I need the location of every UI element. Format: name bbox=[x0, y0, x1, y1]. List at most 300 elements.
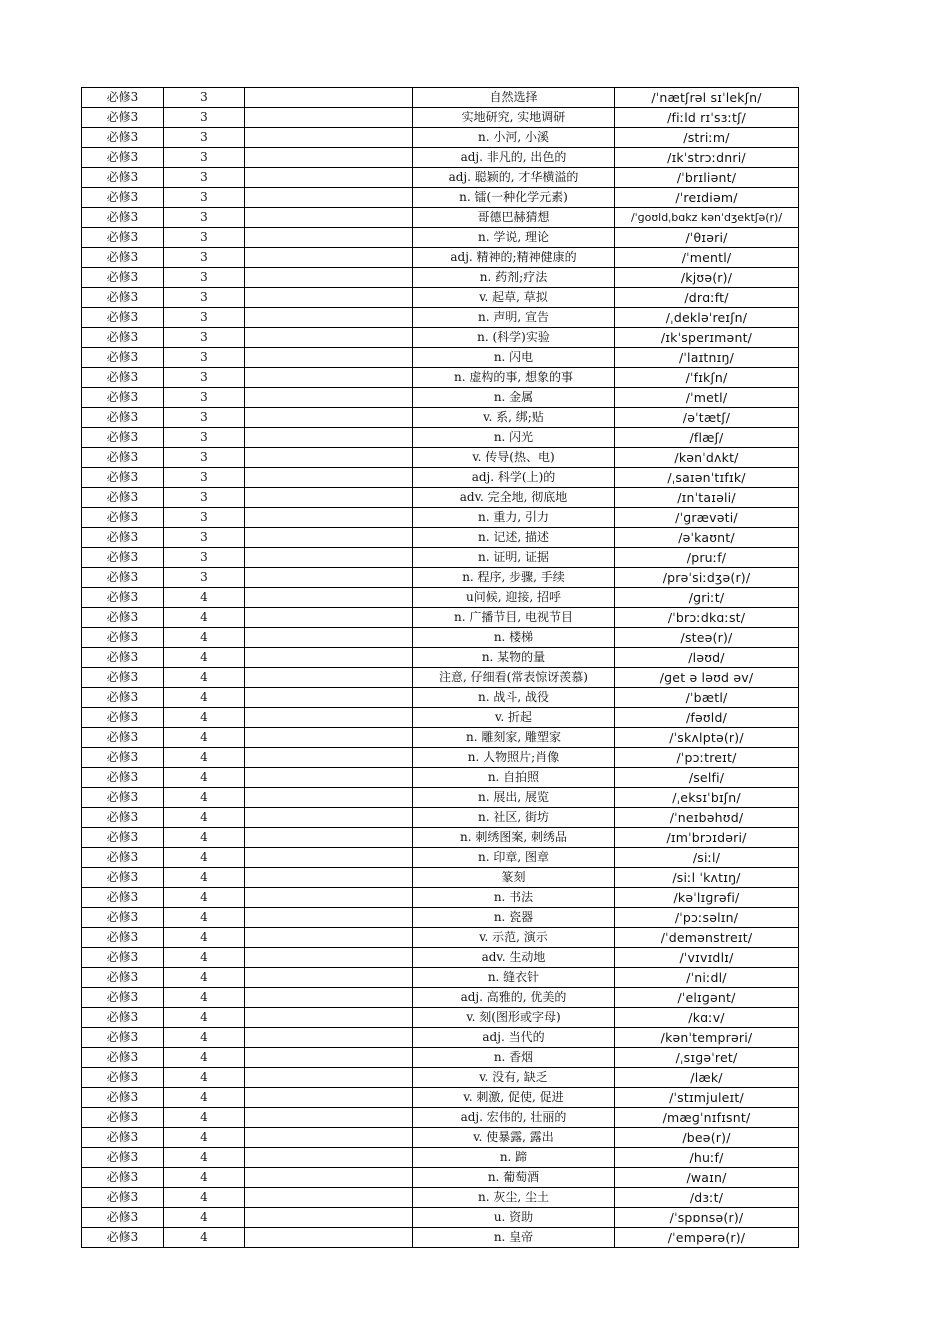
meaning-cell: v. 系, 绑;贴 bbox=[413, 408, 615, 428]
book-cell: 必修3 bbox=[82, 428, 164, 448]
table-row bbox=[82, 828, 799, 848]
word-cell bbox=[245, 148, 413, 168]
table-row bbox=[82, 988, 799, 1008]
book-cell: 必修3 bbox=[82, 1068, 164, 1088]
phonetic-cell: /ˈnætʃrəl sɪˈlekʃn/ bbox=[615, 88, 799, 108]
phonetic-cell: /ˈpɔːsəlɪn/ bbox=[615, 908, 799, 928]
meaning-cell: n. 蹄 bbox=[413, 1148, 615, 1168]
word-cell bbox=[245, 248, 413, 268]
meaning-cell: n. 战斗, 战役 bbox=[413, 688, 615, 708]
unit-cell: 4 bbox=[164, 868, 245, 888]
phonetic-cell: /fəʊld/ bbox=[615, 708, 799, 728]
unit-cell: 3 bbox=[164, 248, 245, 268]
meaning-cell: n. 声明, 宣告 bbox=[413, 308, 615, 328]
word-cell bbox=[245, 948, 413, 968]
meaning-cell: n. 社区, 街坊 bbox=[413, 808, 615, 828]
book-cell: 必修3 bbox=[82, 928, 164, 948]
word-cell bbox=[245, 208, 413, 228]
book-cell: 必修3 bbox=[82, 1108, 164, 1128]
phonetic-cell: /ɪmˈbrɔɪdəri/ bbox=[615, 828, 799, 848]
book-cell: 必修3 bbox=[82, 1208, 164, 1228]
table-row bbox=[82, 1048, 799, 1068]
word-cell bbox=[245, 928, 413, 948]
meaning-cell: n. 药剂;疗法 bbox=[413, 268, 615, 288]
meaning-cell: n. 金属 bbox=[413, 388, 615, 408]
book-cell: 必修3 bbox=[82, 768, 164, 788]
unit-cell: 4 bbox=[164, 1008, 245, 1028]
book-cell: 必修3 bbox=[82, 88, 164, 108]
meaning-cell: adj. 宏伟的, 壮丽的 bbox=[413, 1108, 615, 1128]
word-cell bbox=[245, 368, 413, 388]
word-cell bbox=[245, 188, 413, 208]
book-cell: 必修3 bbox=[82, 348, 164, 368]
word-cell bbox=[245, 708, 413, 728]
table-row bbox=[82, 328, 799, 348]
word-cell bbox=[245, 448, 413, 468]
book-cell: 必修3 bbox=[82, 588, 164, 608]
book-cell: 必修3 bbox=[82, 628, 164, 648]
phonetic-cell: /ɡriːt/ bbox=[615, 588, 799, 608]
phonetic-cell: /ˈvɪvɪdlɪ/ bbox=[615, 948, 799, 968]
book-cell: 必修3 bbox=[82, 1048, 164, 1068]
book-cell: 必修3 bbox=[82, 608, 164, 628]
unit-cell: 3 bbox=[164, 488, 245, 508]
unit-cell: 3 bbox=[164, 568, 245, 588]
table-row bbox=[82, 1228, 799, 1248]
phonetic-cell: /ˈθɪəri/ bbox=[615, 228, 799, 248]
unit-cell: 3 bbox=[164, 468, 245, 488]
meaning-cell: n. 镭(一种化学元素) bbox=[413, 188, 615, 208]
table-row bbox=[82, 1148, 799, 1168]
book-cell: 必修3 bbox=[82, 1088, 164, 1108]
meaning-cell: u. 资助 bbox=[413, 1208, 615, 1228]
unit-cell: 3 bbox=[164, 328, 245, 348]
word-cell bbox=[245, 468, 413, 488]
phonetic-cell: /læk/ bbox=[615, 1068, 799, 1088]
book-cell: 必修3 bbox=[82, 368, 164, 388]
word-cell bbox=[245, 1148, 413, 1168]
unit-cell: 4 bbox=[164, 1168, 245, 1188]
phonetic-cell: /drɑːft/ bbox=[615, 288, 799, 308]
unit-cell: 4 bbox=[164, 988, 245, 1008]
table-row bbox=[82, 1028, 799, 1048]
table-row bbox=[82, 1008, 799, 1028]
phonetic-cell: /beə(r)/ bbox=[615, 1128, 799, 1148]
meaning-cell: adj. 科学(上)的 bbox=[413, 468, 615, 488]
word-cell bbox=[245, 968, 413, 988]
table-row bbox=[82, 888, 799, 908]
book-cell: 必修3 bbox=[82, 988, 164, 1008]
word-cell bbox=[245, 288, 413, 308]
table-row bbox=[82, 868, 799, 888]
meaning-cell: v. 使暴露, 露出 bbox=[413, 1128, 615, 1148]
unit-cell: 4 bbox=[164, 628, 245, 648]
unit-cell: 4 bbox=[164, 728, 245, 748]
meaning-cell: n. 记述, 描述 bbox=[413, 528, 615, 548]
unit-cell: 3 bbox=[164, 448, 245, 468]
meaning-cell: n. 广播节目, 电视节目 bbox=[413, 608, 615, 628]
meaning-cell: 篆刻 bbox=[413, 868, 615, 888]
phonetic-cell: /əˈtætʃ/ bbox=[615, 408, 799, 428]
table-row bbox=[82, 1108, 799, 1128]
vocabulary-table-body bbox=[82, 88, 799, 1248]
table-row bbox=[82, 128, 799, 148]
meaning-cell: n. 楼梯 bbox=[413, 628, 615, 648]
unit-cell: 3 bbox=[164, 88, 245, 108]
word-cell bbox=[245, 268, 413, 288]
phonetic-cell: /waɪn/ bbox=[615, 1168, 799, 1188]
unit-cell: 3 bbox=[164, 108, 245, 128]
phonetic-cell: /selfi/ bbox=[615, 768, 799, 788]
table-row bbox=[82, 788, 799, 808]
word-cell bbox=[245, 128, 413, 148]
book-cell: 必修3 bbox=[82, 968, 164, 988]
meaning-cell: 哥德巴赫猜想 bbox=[413, 208, 615, 228]
word-cell bbox=[245, 668, 413, 688]
meaning-cell: v. 折起 bbox=[413, 708, 615, 728]
meaning-cell: v. 传导(热、电) bbox=[413, 448, 615, 468]
book-cell: 必修3 bbox=[82, 248, 164, 268]
word-cell bbox=[245, 808, 413, 828]
table-row bbox=[82, 708, 799, 728]
table-row bbox=[82, 668, 799, 688]
table-row bbox=[82, 928, 799, 948]
unit-cell: 4 bbox=[164, 928, 245, 948]
meaning-cell: n. 香烟 bbox=[413, 1048, 615, 1068]
meaning-cell: u问候, 迎接, 招呼 bbox=[413, 588, 615, 608]
unit-cell: 4 bbox=[164, 968, 245, 988]
unit-cell: 4 bbox=[164, 908, 245, 928]
phonetic-cell: /flæʃ/ bbox=[615, 428, 799, 448]
book-cell: 必修3 bbox=[82, 828, 164, 848]
word-cell bbox=[245, 1028, 413, 1048]
table-row bbox=[82, 348, 799, 368]
book-cell: 必修3 bbox=[82, 728, 164, 748]
unit-cell: 4 bbox=[164, 608, 245, 628]
meaning-cell: n. 皇帝 bbox=[413, 1228, 615, 1248]
unit-cell: 3 bbox=[164, 508, 245, 528]
word-cell bbox=[245, 348, 413, 368]
table-row bbox=[82, 968, 799, 988]
word-cell bbox=[245, 1088, 413, 1108]
word-cell bbox=[245, 868, 413, 888]
table-row bbox=[82, 808, 799, 828]
word-cell bbox=[245, 488, 413, 508]
meaning-cell: adj. 精神的;精神健康的 bbox=[413, 248, 615, 268]
book-cell: 必修3 bbox=[82, 108, 164, 128]
word-cell bbox=[245, 1048, 413, 1068]
meaning-cell: n. 闪光 bbox=[413, 428, 615, 448]
table-row bbox=[82, 308, 799, 328]
unit-cell: 4 bbox=[164, 1148, 245, 1168]
book-cell: 必修3 bbox=[82, 148, 164, 168]
word-cell bbox=[245, 588, 413, 608]
meaning-cell: v. 没有, 缺乏 bbox=[413, 1068, 615, 1088]
book-cell: 必修3 bbox=[82, 308, 164, 328]
phonetic-cell: /ˈbrɪliənt/ bbox=[615, 168, 799, 188]
word-cell bbox=[245, 428, 413, 448]
phonetic-cell: /ˈneɪbəhʊd/ bbox=[615, 808, 799, 828]
table-row bbox=[82, 468, 799, 488]
meaning-cell: n. 闪电 bbox=[413, 348, 615, 368]
phonetic-cell: /ˈskʌlptə(r)/ bbox=[615, 728, 799, 748]
table-row bbox=[82, 168, 799, 188]
phonetic-cell: /kjʊə(r)/ bbox=[615, 268, 799, 288]
book-cell: 必修3 bbox=[82, 868, 164, 888]
phonetic-cell: /fiːld rɪˈsɜːtʃ/ bbox=[615, 108, 799, 128]
word-cell bbox=[245, 568, 413, 588]
book-cell: 必修3 bbox=[82, 388, 164, 408]
table-row bbox=[82, 1068, 799, 1088]
word-cell bbox=[245, 168, 413, 188]
book-cell: 必修3 bbox=[82, 408, 164, 428]
table-row bbox=[82, 188, 799, 208]
book-cell: 必修3 bbox=[82, 268, 164, 288]
table-row bbox=[82, 88, 799, 108]
meaning-cell: adv. 生动地 bbox=[413, 948, 615, 968]
word-cell bbox=[245, 1228, 413, 1248]
book-cell: 必修3 bbox=[82, 708, 164, 728]
meaning-cell: n. 学说, 理论 bbox=[413, 228, 615, 248]
table-row bbox=[82, 688, 799, 708]
table-row bbox=[82, 1128, 799, 1148]
phonetic-cell: /ɡet ə ləʊd əv/ bbox=[615, 668, 799, 688]
phonetic-cell: /ˈfɪkʃn/ bbox=[615, 368, 799, 388]
word-cell bbox=[245, 508, 413, 528]
book-cell: 必修3 bbox=[82, 1168, 164, 1188]
meaning-cell: n. 程序, 步骤, 手续 bbox=[413, 568, 615, 588]
meaning-cell: n. 刺绣图案, 刺绣品 bbox=[413, 828, 615, 848]
table-row bbox=[82, 608, 799, 628]
table-row bbox=[82, 628, 799, 648]
table-row bbox=[82, 1188, 799, 1208]
phonetic-cell: /ˈreɪdiəm/ bbox=[615, 188, 799, 208]
meaning-cell: n. 展出, 展览 bbox=[413, 788, 615, 808]
unit-cell: 3 bbox=[164, 168, 245, 188]
unit-cell: 4 bbox=[164, 808, 245, 828]
book-cell: 必修3 bbox=[82, 948, 164, 968]
unit-cell: 3 bbox=[164, 268, 245, 288]
unit-cell: 4 bbox=[164, 648, 245, 668]
book-cell: 必修3 bbox=[82, 188, 164, 208]
phonetic-cell: /ˈelɪɡənt/ bbox=[615, 988, 799, 1008]
vocabulary-table bbox=[81, 87, 799, 1248]
meaning-cell: 注意, 仔细看(常表惊讶羡慕) bbox=[413, 668, 615, 688]
word-cell bbox=[245, 888, 413, 908]
word-cell bbox=[245, 108, 413, 128]
phonetic-cell: /ˈɡrævəti/ bbox=[615, 508, 799, 528]
meaning-cell: n. 小河, 小溪 bbox=[413, 128, 615, 148]
phonetic-cell: /ˌeksɪˈbɪʃn/ bbox=[615, 788, 799, 808]
book-cell: 必修3 bbox=[82, 668, 164, 688]
book-cell: 必修3 bbox=[82, 228, 164, 248]
table-row bbox=[82, 548, 799, 568]
book-cell: 必修3 bbox=[82, 808, 164, 828]
book-cell: 必修3 bbox=[82, 288, 164, 308]
table-row bbox=[82, 228, 799, 248]
unit-cell: 3 bbox=[164, 208, 245, 228]
unit-cell: 3 bbox=[164, 408, 245, 428]
phonetic-cell: /mæɡˈnɪfɪsnt/ bbox=[615, 1108, 799, 1128]
meaning-cell: n. 人物照片;肖像 bbox=[413, 748, 615, 768]
phonetic-cell: /ɪkˈsperɪmənt/ bbox=[615, 328, 799, 348]
book-cell: 必修3 bbox=[82, 1148, 164, 1168]
word-cell bbox=[245, 648, 413, 668]
phonetic-cell: /ˈspɒnsə(r)/ bbox=[615, 1208, 799, 1228]
word-cell bbox=[245, 1008, 413, 1028]
phonetic-cell: /ˈlaɪtnɪŋ/ bbox=[615, 348, 799, 368]
unit-cell: 4 bbox=[164, 588, 245, 608]
unit-cell: 4 bbox=[164, 668, 245, 688]
word-cell bbox=[245, 988, 413, 1008]
meaning-cell: n. 瓷器 bbox=[413, 908, 615, 928]
table-row bbox=[82, 268, 799, 288]
unit-cell: 3 bbox=[164, 188, 245, 208]
phonetic-cell: /dɜːt/ bbox=[615, 1188, 799, 1208]
phonetic-cell: /striːm/ bbox=[615, 128, 799, 148]
word-cell bbox=[245, 528, 413, 548]
word-cell bbox=[245, 748, 413, 768]
word-cell bbox=[245, 1128, 413, 1148]
word-cell bbox=[245, 228, 413, 248]
word-cell bbox=[245, 628, 413, 648]
word-cell bbox=[245, 788, 413, 808]
meaning-cell: v. 刺激, 促使, 促进 bbox=[413, 1088, 615, 1108]
book-cell: 必修3 bbox=[82, 1128, 164, 1148]
meaning-cell: n. 证明, 证据 bbox=[413, 548, 615, 568]
meaning-cell: n. 自拍照 bbox=[413, 768, 615, 788]
unit-cell: 4 bbox=[164, 708, 245, 728]
phonetic-cell: /ˈniːdl/ bbox=[615, 968, 799, 988]
meaning-cell: n. 雕刻家, 雕塑家 bbox=[413, 728, 615, 748]
book-cell: 必修3 bbox=[82, 488, 164, 508]
unit-cell: 4 bbox=[164, 1128, 245, 1148]
phonetic-cell: /ɪkˈstrɔːdnri/ bbox=[615, 148, 799, 168]
book-cell: 必修3 bbox=[82, 908, 164, 928]
table-row bbox=[82, 148, 799, 168]
phonetic-cell: /kɑːv/ bbox=[615, 1008, 799, 1028]
meaning-cell: adv. 完全地, 彻底地 bbox=[413, 488, 615, 508]
meaning-cell: n. 虚构的事, 想象的事 bbox=[413, 368, 615, 388]
table-row bbox=[82, 568, 799, 588]
book-cell: 必修3 bbox=[82, 1228, 164, 1248]
unit-cell: 4 bbox=[164, 1088, 245, 1108]
meaning-cell: v. 起草, 草拟 bbox=[413, 288, 615, 308]
phonetic-cell: /ˈpɔːtreɪt/ bbox=[615, 748, 799, 768]
unit-cell: 4 bbox=[164, 828, 245, 848]
table-row bbox=[82, 848, 799, 868]
book-cell: 必修3 bbox=[82, 548, 164, 568]
word-cell bbox=[245, 608, 413, 628]
table-row bbox=[82, 408, 799, 428]
book-cell: 必修3 bbox=[82, 1188, 164, 1208]
table-row bbox=[82, 108, 799, 128]
phonetic-cell: /ˈbætl/ bbox=[615, 688, 799, 708]
book-cell: 必修3 bbox=[82, 1008, 164, 1028]
phonetic-cell: /ˌdekləˈreɪʃn/ bbox=[615, 308, 799, 328]
meaning-cell: n. 缝衣针 bbox=[413, 968, 615, 988]
unit-cell: 4 bbox=[164, 748, 245, 768]
table-row bbox=[82, 288, 799, 308]
phonetic-cell: /ˈempərə(r)/ bbox=[615, 1228, 799, 1248]
book-cell: 必修3 bbox=[82, 788, 164, 808]
phonetic-cell: /siːl ˈkʌtɪŋ/ bbox=[615, 868, 799, 888]
phonetic-cell: /ˈdemənstreɪt/ bbox=[615, 928, 799, 948]
unit-cell: 4 bbox=[164, 768, 245, 788]
word-cell bbox=[245, 88, 413, 108]
meaning-cell: v. 刻(图形或字母) bbox=[413, 1008, 615, 1028]
table-row bbox=[82, 248, 799, 268]
phonetic-cell: /ˈmetl/ bbox=[615, 388, 799, 408]
word-cell bbox=[245, 828, 413, 848]
table-row bbox=[82, 508, 799, 528]
table-row bbox=[82, 528, 799, 548]
meaning-cell: adj. 非凡的, 出色的 bbox=[413, 148, 615, 168]
unit-cell: 3 bbox=[164, 388, 245, 408]
unit-cell: 4 bbox=[164, 1068, 245, 1088]
word-cell bbox=[245, 1108, 413, 1128]
unit-cell: 4 bbox=[164, 888, 245, 908]
table-row bbox=[82, 428, 799, 448]
unit-cell: 4 bbox=[164, 848, 245, 868]
book-cell: 必修3 bbox=[82, 848, 164, 868]
meaning-cell: adj. 高雅的, 优美的 bbox=[413, 988, 615, 1008]
meaning-cell: adj. 聪颖的, 才华横溢的 bbox=[413, 168, 615, 188]
word-cell bbox=[245, 388, 413, 408]
book-cell: 必修3 bbox=[82, 1028, 164, 1048]
table-row bbox=[82, 648, 799, 668]
book-cell: 必修3 bbox=[82, 468, 164, 488]
word-cell bbox=[245, 848, 413, 868]
unit-cell: 3 bbox=[164, 288, 245, 308]
phonetic-cell: /ˈbrɔːdkɑːst/ bbox=[615, 608, 799, 628]
unit-cell: 3 bbox=[164, 368, 245, 388]
meaning-cell: n. 印章, 图章 bbox=[413, 848, 615, 868]
phonetic-cell: /əˈkaʊnt/ bbox=[615, 528, 799, 548]
meaning-cell: v. 示范, 演示 bbox=[413, 928, 615, 948]
table-row bbox=[82, 908, 799, 928]
unit-cell: 3 bbox=[164, 348, 245, 368]
phonetic-cell: /pruːf/ bbox=[615, 548, 799, 568]
book-cell: 必修3 bbox=[82, 688, 164, 708]
table-row bbox=[82, 588, 799, 608]
book-cell: 必修3 bbox=[82, 328, 164, 348]
word-cell bbox=[245, 1068, 413, 1088]
phonetic-cell: /kəˈlɪɡrəfi/ bbox=[615, 888, 799, 908]
table-row bbox=[82, 368, 799, 388]
phonetic-cell: /ˈɡoʊldˌbɑkz kənˈdʒektʃə(r)/ bbox=[615, 208, 799, 228]
unit-cell: 3 bbox=[164, 528, 245, 548]
table-row bbox=[82, 1088, 799, 1108]
table-row bbox=[82, 388, 799, 408]
table-row bbox=[82, 748, 799, 768]
word-cell bbox=[245, 1168, 413, 1188]
unit-cell: 3 bbox=[164, 228, 245, 248]
book-cell: 必修3 bbox=[82, 448, 164, 468]
unit-cell: 4 bbox=[164, 1108, 245, 1128]
meaning-cell: n. 书法 bbox=[413, 888, 615, 908]
word-cell bbox=[245, 1208, 413, 1228]
unit-cell: 4 bbox=[164, 948, 245, 968]
unit-cell: 4 bbox=[164, 1028, 245, 1048]
book-cell: 必修3 bbox=[82, 648, 164, 668]
table-row bbox=[82, 208, 799, 228]
meaning-cell: 实地研究, 实地调研 bbox=[413, 108, 615, 128]
unit-cell: 4 bbox=[164, 688, 245, 708]
book-cell: 必修3 bbox=[82, 508, 164, 528]
table-row bbox=[82, 728, 799, 748]
book-cell: 必修3 bbox=[82, 168, 164, 188]
